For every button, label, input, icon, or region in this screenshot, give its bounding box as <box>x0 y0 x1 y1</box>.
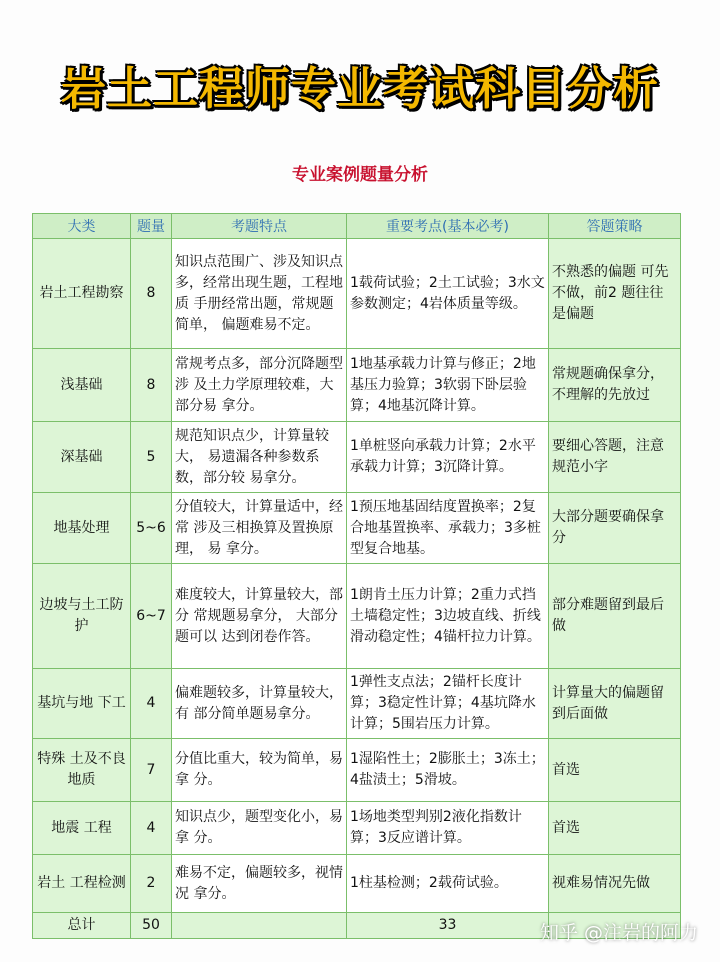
total-key-points: 33 <box>347 913 549 939</box>
table-row <box>33 739 681 802</box>
row-count: 2 <box>131 855 172 913</box>
row-features: 难易不定，偏题较多，视情况 拿分。 <box>172 855 347 913</box>
row-category: 岩土 工程检测 <box>33 855 131 913</box>
row-count: 8 <box>131 349 172 422</box>
row-category: 岩土工程勘察 <box>33 239 131 349</box>
header-category: 大类 <box>33 214 131 239</box>
row-count: 5 <box>131 422 172 493</box>
row-key-points: 1弹性支点法；2锚杆长度计算；3稳定性计算；4基坑降水计算；5围岩压力计算。 <box>347 669 549 739</box>
row-features: 难度较大，计算量较大，部分 常规题易拿分， 大部分题可以 达到闭卷作答。 <box>172 564 347 669</box>
row-strategy: 部分难题留到最后做 <box>549 564 681 669</box>
header-count: 题量 <box>131 214 172 239</box>
row-category: 地基处理 <box>33 493 131 564</box>
row-count: 6~7 <box>131 564 172 669</box>
row-key-points: 1朗肯土压力计算；2重力式挡土墙稳定性；3边坡直线、折线滑动稳定性；4锚杆拉力计算。 <box>347 564 549 669</box>
row-count: 5~6 <box>131 493 172 564</box>
table-row <box>33 669 681 739</box>
row-category: 地震 工程 <box>33 802 131 855</box>
row-key-points: 1地基承载力计算与修正；2地基压力验算；3软弱下卧层验算；4地基沉降计算。 <box>347 349 549 422</box>
row-key-points: 1柱基检测；2载荷试验。 <box>347 855 549 913</box>
table-header-row <box>33 214 681 239</box>
row-category: 特殊 土及不良 地质 <box>33 739 131 802</box>
row-count: 4 <box>131 802 172 855</box>
total-label: 总计 <box>33 913 131 939</box>
total-features-empty <box>172 913 347 939</box>
header-strategy: 答题策略 <box>549 214 681 239</box>
row-category: 深基础 <box>33 422 131 493</box>
row-features: 常规考点多，部分沉降题型涉 及土力学原理较难，大部分易 拿分。 <box>172 349 347 422</box>
row-category: 浅基础 <box>33 349 131 422</box>
row-features: 知识点少，题型变化小，易拿 分。 <box>172 802 347 855</box>
page-title: 岩土工程师专业考试科目分析 <box>60 62 659 115</box>
row-features: 分值较大，计算量适中，经常 涉及三相换算及置换原理， 易 拿分。 <box>172 493 347 564</box>
row-key-points: 1湿陷性土；2膨胀土；3冻土；4盐渍土；5滑坡。 <box>347 739 549 802</box>
row-features: 偏难题较多，计算量较大，有 部分简单题易拿分。 <box>172 669 347 739</box>
table-row <box>33 802 681 855</box>
header-key-points: 重要考点(基本必考) <box>347 214 549 239</box>
row-features: 规范知识点少，计算量较大， 易遗漏各种参数系数，部分较 易拿分。 <box>172 422 347 493</box>
header-features: 考题特点 <box>172 214 347 239</box>
row-strategy: 首选 <box>549 739 681 802</box>
table-row <box>33 349 681 422</box>
row-count: 4 <box>131 669 172 739</box>
row-count: 7 <box>131 739 172 802</box>
watermark: 知乎 @注岩的阿力 <box>539 922 698 944</box>
row-strategy: 常规题确保拿分，不理解的先放过 <box>549 349 681 422</box>
table-caption: 专业案例题量分析 <box>292 165 428 185</box>
row-strategy: 计算量大的偏题留到后面做 <box>549 669 681 739</box>
table-row <box>33 239 681 349</box>
row-strategy: 首选 <box>549 802 681 855</box>
row-count: 8 <box>131 239 172 349</box>
row-key-points: 1载荷试验；2土工试验；3水文参数测定；4岩体质量等级。 <box>347 239 549 349</box>
row-category: 基坑与地 下工 <box>33 669 131 739</box>
table-row <box>33 422 681 493</box>
table-row <box>33 855 681 913</box>
row-key-points: 1单桩竖向承载力计算；2水平承载力计算；3沉降计算。 <box>347 422 549 493</box>
row-features: 知识点范围广、涉及知识点 多，经常出现生题，工程地质 手册经常出题，常规题简单， 偏题难易不定。 <box>172 239 347 349</box>
row-strategy: 不熟悉的偏题 可先不做，前2 题往往是偏题 <box>549 239 681 349</box>
analysis-table <box>32 213 681 939</box>
total-count: 50 <box>131 913 172 939</box>
table-row <box>33 564 681 669</box>
row-strategy: 视难易情况先做 <box>549 855 681 913</box>
row-key-points: 1场地类型判别2液化指数计算；3反应谱计算。 <box>347 802 549 855</box>
row-key-points: 1预压地基固结度置换率；2复合地基置换率、承载力；3多桩型复合地基。 <box>347 493 549 564</box>
table-row <box>33 493 681 564</box>
row-features: 分值比重大，较为简单，易拿 分。 <box>172 739 347 802</box>
row-category: 边坡与土工防护 <box>33 564 131 669</box>
row-strategy: 大部分题要确保拿分 <box>549 493 681 564</box>
row-strategy: 要细心答题，注意规范小字 <box>549 422 681 493</box>
